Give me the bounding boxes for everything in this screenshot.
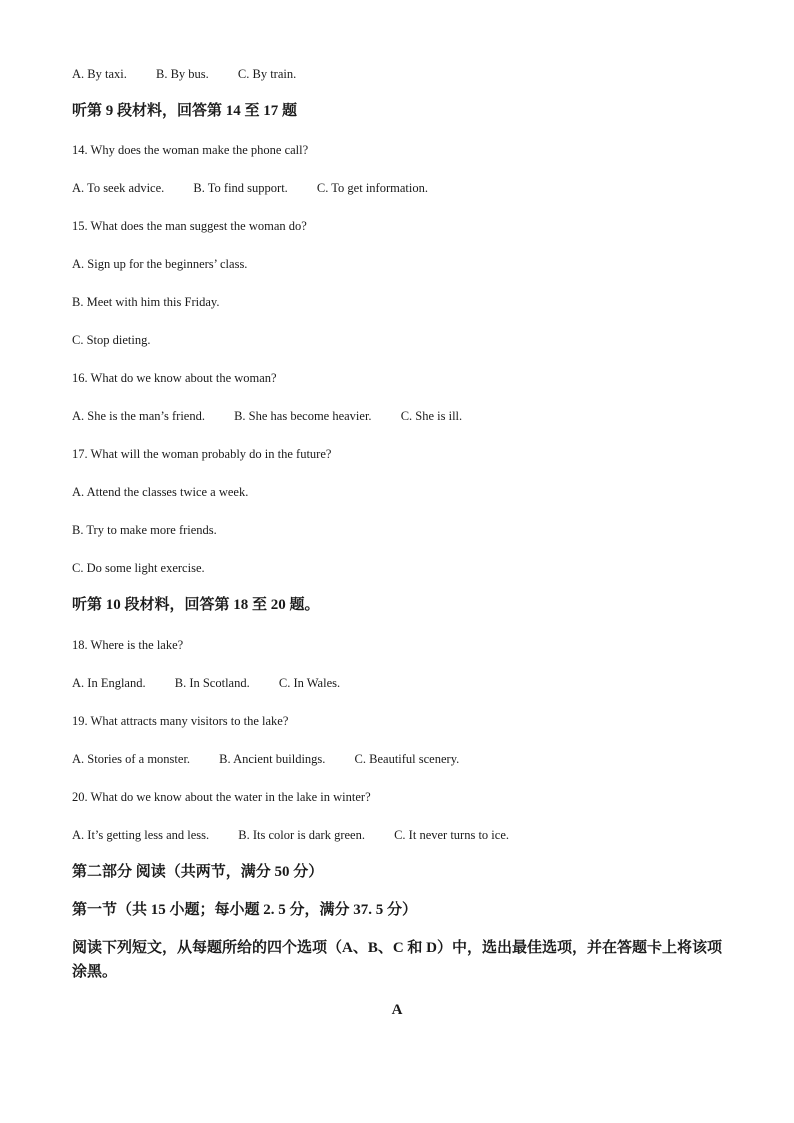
option-b: B. She has become heavier. — [234, 409, 372, 423]
q20-question: 20. What do we know about the water in the lake in winter? — [72, 790, 371, 804]
q17-option-a: A. Attend the classes twice a week. — [72, 485, 249, 499]
q14-question: 14. Why does the woman make the phone call? — [72, 143, 309, 157]
reading-instructions: 阅读下列短文，从每题所给的四个选项（A、B、C 和 D）中，选出最佳选项，并在答题卡上将该项涂黑。 — [72, 940, 723, 980]
option-b: B. Ancient buildings. — [219, 752, 326, 766]
q18-question: 18. Where is the lake? — [72, 638, 184, 652]
option-c: C. To get information. — [316, 181, 428, 195]
option-a: A. By taxi. — [72, 67, 127, 81]
section9-heading: 听第 9 段材料，回答第 14 至 17 题 — [72, 103, 298, 119]
q16-options-row — [72, 408, 734, 424]
q15-option-b: B. Meet with him this Friday. — [72, 295, 220, 309]
q14-options-row — [72, 180, 734, 196]
q19-options-row — [72, 751, 734, 767]
option-b: B. In Scotland. — [174, 676, 250, 690]
option-a: A. She is the man’s friend. — [72, 409, 205, 423]
option-a: A. It’s getting less and less. — [72, 828, 210, 842]
option-b: B. By bus. — [155, 67, 209, 81]
option-b: B. To find support. — [193, 181, 288, 195]
option-a: A. To seek advice. — [72, 181, 165, 195]
option-b: B. Its color is dark green. — [238, 828, 365, 842]
q20-options-row — [72, 827, 734, 843]
q16-question: 16. What do we know about the woman? — [72, 371, 277, 385]
q17-option-c: C. Do some light exercise. — [72, 561, 205, 575]
option-a: A. In England. — [72, 676, 146, 690]
q19-question: 19. What attracts many visitors to the lake? — [72, 714, 289, 728]
section10-heading: 听第 10 段材料，回答第 18 至 20 题。 — [72, 597, 320, 613]
q13-options-row — [72, 66, 734, 82]
option-c: C. Beautiful scenery. — [354, 752, 460, 766]
option-c: C. In Wales. — [278, 676, 341, 690]
q17-question: 17. What will the woman probably do in the future? — [72, 447, 332, 461]
q15-question: 15. What does the man suggest the woman do? — [72, 219, 307, 233]
option-a: A. Stories of a monster. — [72, 752, 191, 766]
option-c: C. By train. — [237, 67, 297, 81]
q15-option-a: A. Sign up for the beginners’ class. — [72, 257, 248, 271]
option-c: C. It never turns to ice. — [394, 828, 509, 842]
q15-option-c: C. Stop dieting. — [72, 333, 151, 347]
q18-options-row — [72, 675, 734, 691]
part2-heading: 第二部分 阅读（共两节，满分 50 分） — [72, 864, 324, 880]
option-c: C. She is ill. — [400, 409, 463, 423]
passage-label: A — [391, 1002, 403, 1018]
q17-option-b: B. Try to make more friends. — [72, 523, 217, 537]
section1-heading: 第一节（共 15 小题；每小题 2. 5 分，满分 37. 5 分） — [72, 902, 418, 918]
